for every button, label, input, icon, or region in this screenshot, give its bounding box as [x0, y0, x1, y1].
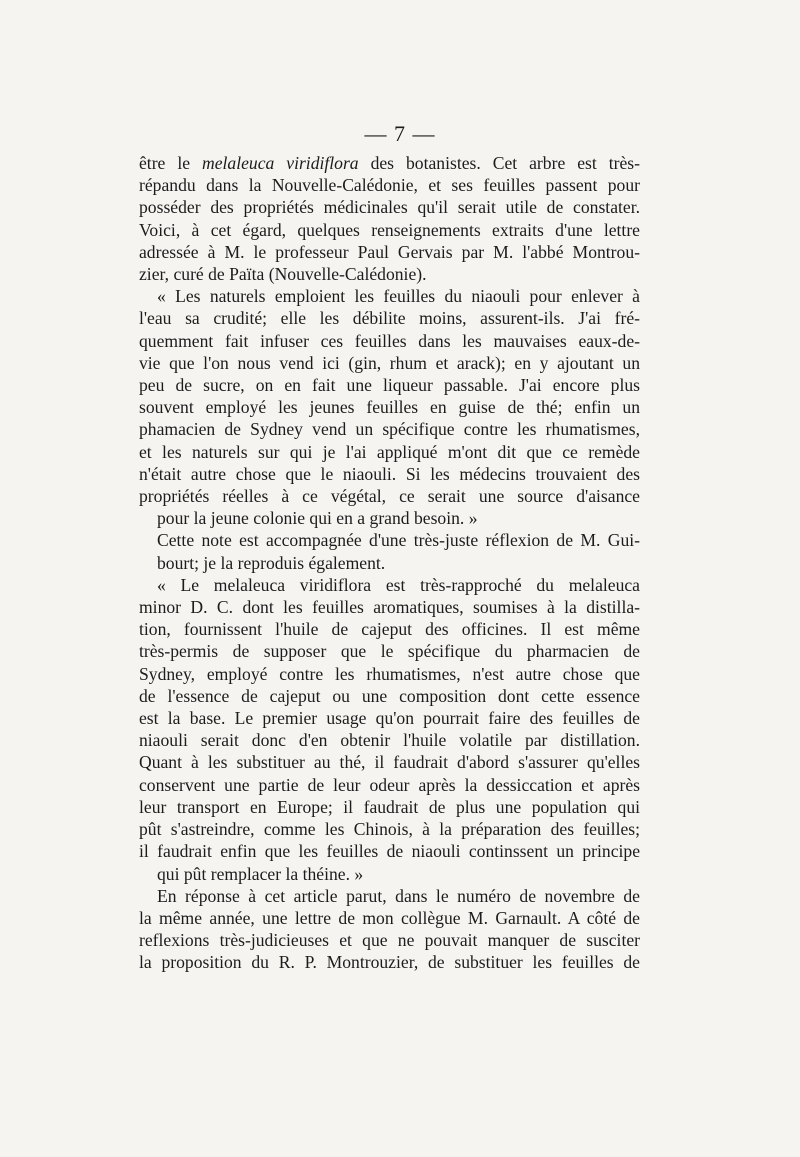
line: Cette note est accompagnée d'une très-juste réflexion de M. Gui- — [157, 530, 640, 551]
line: zier, curé de Païta (Nouvelle-Calédonie). — [139, 264, 427, 285]
line: Quant à les substituer au thé, il faudrait d'abord s'assurer qu'elles — [139, 752, 640, 773]
paragraph-3 — [139, 529, 640, 573]
line: adressée à M. le professeur Paul Gervais par M. l'abbé Montrou- — [139, 241, 640, 262]
line: souvent employé les jeunes feuilles en guise de thé; enfin un — [139, 397, 640, 418]
line: la proposition du R. P. Montrouzier, de substituer les feuilles de — [139, 952, 640, 973]
line: En réponse à cet article parut, dans le numéro de novembre de — [157, 885, 640, 906]
body-text — [139, 152, 640, 974]
line: et les naturels sur qui je l'ai appliqué m'ont dit que ce remède — [139, 441, 640, 462]
line: Voici, à cet égard, quelques renseignements extraits d'une lettre — [139, 219, 640, 240]
line: bourt; je la reproduis également. — [157, 552, 386, 573]
line: qui pût remplacer la théine. » — [157, 863, 364, 884]
line: leur transport en Europe; il faudrait de plus une population qui — [139, 796, 640, 817]
line: peu de sucre, on en fait une liqueur passable. J'ai encore plus — [139, 375, 640, 396]
line: répandu dans la Nouvelle-Calédonie, et ses feuilles passent pour — [139, 175, 640, 196]
line: conservent une partie de leur odeur après la dessiccation et après — [139, 774, 640, 795]
line: très-permis de supposer que le spécifique du pharmacien de — [139, 641, 640, 662]
line: de l'essence de cajeput ou une composition dont cette essence — [139, 685, 640, 706]
paragraph-4 — [139, 574, 640, 885]
paragraph-2 — [139, 285, 640, 529]
line: il faudrait enfin que les feuilles de niaouli continssent un principe — [139, 841, 640, 862]
paragraph-5 — [139, 885, 640, 974]
line: l'eau sa crudité; elle les débilite moins, assurent-ils. J'ai fré- — [139, 308, 640, 329]
line: « Le melaleuca viridiflora est très-rapproché du melaleuca — [157, 574, 640, 595]
line: pour la jeune colonie qui en a grand besoin. » — [157, 508, 478, 529]
page-number: — 7 — — [364, 121, 436, 146]
line: quemment fait infuser ces feuilles dans les mauvaises eaux-de- — [139, 330, 640, 351]
line: reflexions très-judicieuses et que ne pouvait manquer de susciter — [139, 930, 640, 951]
line: niaouli serait donc d'en obtenir l'huile volatile par distillation. — [139, 730, 640, 751]
line: tion, fournissent l'huile de cajeput des officines. Il est même — [139, 619, 640, 640]
paragraph-1 — [139, 152, 640, 285]
line: propriétés réelles à ce végétal, ce serait une source d'aisance — [139, 486, 640, 507]
line: pût s'astreindre, comme les Chinois, à la préparation des feuilles; — [139, 819, 640, 840]
line: n'était autre chose que le niaouli. Si les médecins trouvaient des — [139, 463, 640, 484]
line: Sydney, employé contre les rhumatismes, n'est autre chose que — [139, 663, 640, 684]
line: être le melaleuca viridiflora des botanistes. Cet arbre est très- — [139, 153, 640, 173]
line: minor D. C. dont les feuilles aromatiques, soumises à la distilla- — [139, 597, 640, 618]
italic-term: melaleuca viridiflora — [202, 153, 359, 173]
line: posséder des propriétés médicinales qu'il serait utile de constater. — [139, 197, 640, 218]
line: vie que l'on nous vend ici (gin, rhum et arack); en y ajoutant un — [139, 352, 640, 373]
line: « Les naturels emploient les feuilles du niaouli pour enlever à — [157, 286, 640, 307]
line: phamacien de Sydney vend un spécifique contre les rhumatismes, — [139, 419, 640, 440]
line: la même année, une lettre de mon collègue M. Garnault. A côté de — [139, 907, 640, 928]
line: est la base. Le premier usage qu'on pourrait faire des feuilles de — [139, 708, 640, 729]
